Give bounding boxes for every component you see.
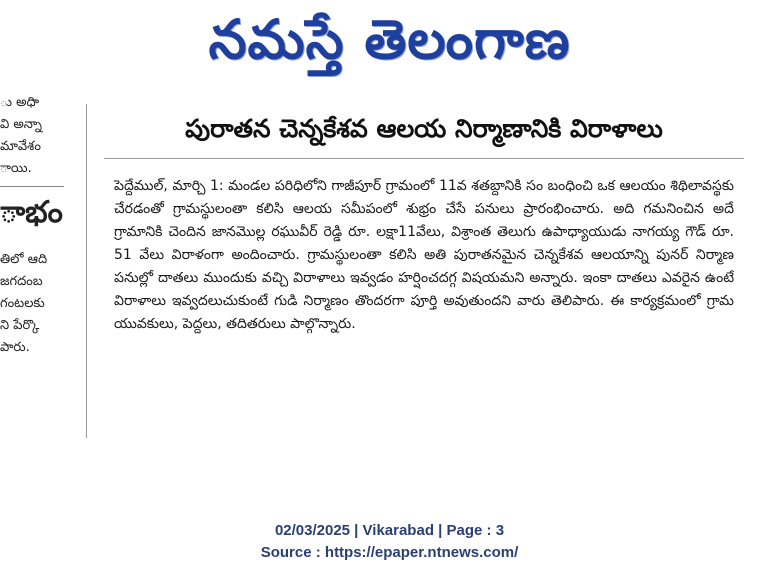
adjacent-column-fragment (0, 92, 70, 452)
column-text-fragment: ని పేర్కొ (0, 318, 40, 333)
column-text-fragment: ాయి. (0, 161, 32, 176)
page-footer (0, 520, 779, 564)
edition-info: 02/03/2025 | Vikarabad | Page : 3 (274, 522, 505, 539)
column-text-fragment: తిలో ఆది (0, 252, 48, 267)
column-separator (86, 104, 87, 438)
news-article (104, 104, 744, 444)
column-text-fragment: పారు. (0, 340, 30, 355)
column-text-fragment: మావేశం (0, 139, 41, 154)
column-heading-fragment: ాభం (0, 195, 63, 230)
column-text-fragment: వి అన్నా (0, 117, 43, 132)
column-text-fragment: ు అధిా (0, 95, 40, 110)
column-text-fragment: జగదంబ (0, 274, 43, 289)
article-body: పెద్దేముల్, మార్చి 1: మండల పరిధిలోని గాజీపూర్ గ్రామంలో 11వ శతబ్దానికి సం బంధించి ఒక ఆలయం శిథిలావస్థకు చేరడంతో గ్రామస్థులంతా కలిసి ఆలయ సమీపంలో శుభ్రం చేసే పనులు ప్రారంభించారు. అది గమనించిన అదే గ్రామానికి చెందిన జానమొల్ల రఘువీర్ రెడ్డి రూ. లక్షా11వేలు, విశ్రాంత తెలుగు ఉపాధ్యాయుడు నాగయ్య గౌడ్ రూ. 51 వేలు విరాళంగా అందించారు. గ్రామస్థులంతా కలిసి అతి పురాతనమైన చెన్నకేశవ ఆలయాన్ని పునర్ నిర్మాణ పనుల్లో దాతలు ముందుకు వచ్చి విరాళాలు ఇవ్వడం హర్షించదగ్గ విషయమని అన్నారు. ఇంకా దాతలు ఎవరైన ఉంటే విరాళాలు ఇవ్వదలుచుకుంటే గుడి నిర్మాణం తొందరగా పూర్తి అవుతుందని వారు తెలిపారు. ఈ కార్యక్రమంలో గ్రామ యువకులు, పెద్దలు, తదితరులు పాల్గొన్నారు. (114, 178, 734, 332)
article-headline: పురాతన చెన్నకేశవ ఆలయ నిర్మాణానికి విరాళాలు (104, 104, 744, 159)
masthead-logo: నమస్తే తెలంగాణ (208, 8, 571, 71)
column-divider (0, 186, 64, 187)
source-link[interactable]: Source : https://epaper.ntnews.com/ (260, 544, 519, 561)
column-text-fragment: గంటలకు (0, 296, 45, 311)
